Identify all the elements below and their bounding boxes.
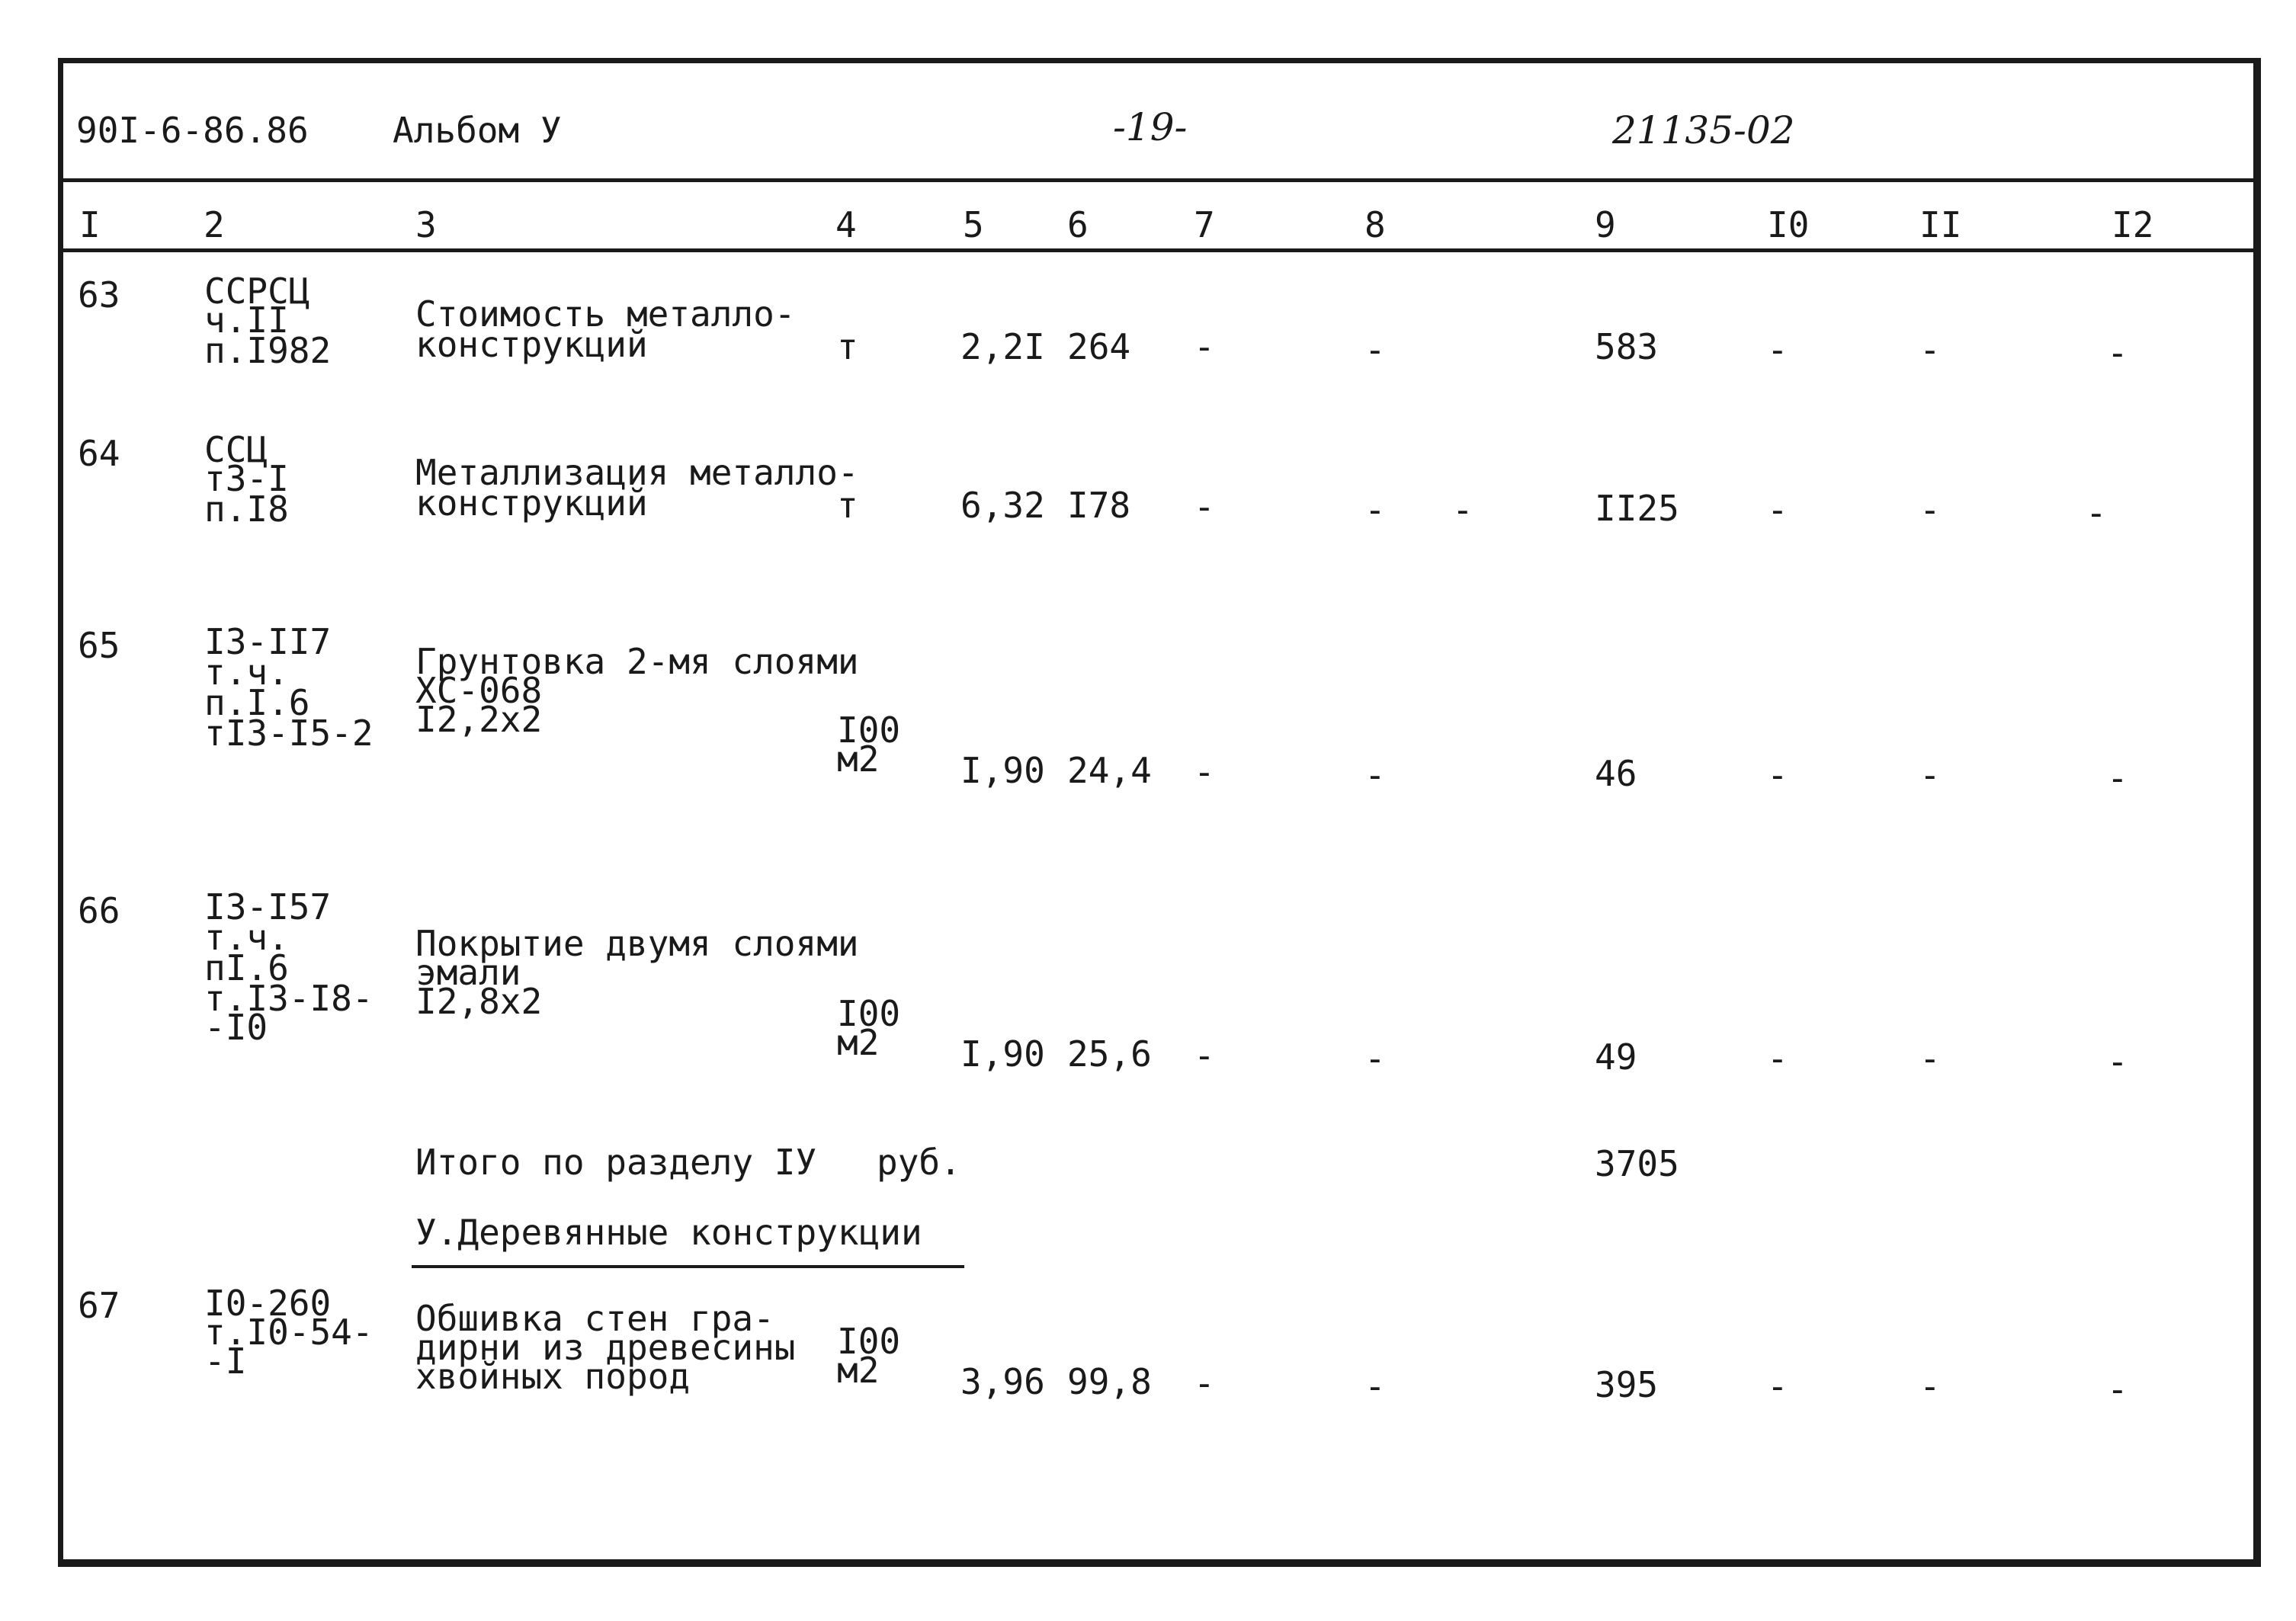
row-description: Металлизация металло- конструкций: [415, 452, 859, 524]
col-header-9: 9: [1595, 204, 1616, 245]
row-reference: I0-260 т.I0-54- -I: [204, 1283, 374, 1382]
row-col12: -: [2086, 492, 2107, 533]
row-number: 64: [78, 433, 120, 474]
row-reference: ССЦ т3-I п.I8: [204, 429, 289, 530]
row-description: Обшивка стен гра- дирни из древесины хвойных пород: [415, 1298, 796, 1397]
row-col8: -: [1364, 1366, 1386, 1407]
row-col6: I78: [1067, 485, 1131, 526]
row-col11: -: [1919, 754, 1941, 796]
row-col7: -: [1194, 1035, 1215, 1076]
row-col9: II25: [1595, 488, 1679, 529]
row-col12: -: [2107, 758, 2128, 799]
section-title: У.Деревянные конструкции: [415, 1212, 922, 1253]
row-col5: I,90: [960, 1033, 1045, 1075]
doc-code: 90I-6-86.86: [76, 110, 309, 151]
col-header-7: 7: [1194, 204, 1215, 245]
col-header-4: 4: [835, 204, 857, 245]
row-unit: I00 м2: [837, 1321, 901, 1391]
row-col7: -: [1194, 486, 1215, 527]
row-number: 63: [78, 274, 120, 316]
row-col8: -: [1364, 1038, 1386, 1079]
row-col8: -: [1364, 754, 1386, 796]
row-col5: 6,32: [960, 485, 1045, 526]
col-header-2: 2: [204, 204, 225, 245]
row-col5: 3,96: [960, 1361, 1045, 1402]
row-reference: I3-I57 т.ч. пI.6 т.I3-I8- -I0: [204, 886, 374, 1048]
row-unit: I00 м2: [837, 993, 901, 1063]
row-col9: 46: [1595, 753, 1637, 794]
col-header-11: II: [1919, 204, 1962, 245]
row-unit: т: [837, 326, 858, 367]
row-col5: 2,2I: [960, 326, 1045, 367]
row-description: Грунтовка 2-мя слоями ХС-068 I2,2х2: [415, 641, 859, 740]
col-header-5: 5: [963, 204, 984, 245]
row-col8: -: [1364, 329, 1386, 370]
column-rule: [63, 248, 2255, 252]
row-reference: I3-II7 т.ч. п.I.6 тI3-I5-2: [204, 621, 374, 754]
row-col9: 583: [1595, 326, 1659, 367]
row-col10: -: [1767, 1038, 1788, 1079]
row-col11: -: [1919, 329, 1941, 370]
row-number: 65: [78, 625, 120, 666]
col-header-12: I2: [2112, 204, 2154, 245]
row-col12: -: [2107, 1369, 2128, 1410]
row-number: 67: [78, 1285, 120, 1326]
row-col6: 99,8: [1067, 1361, 1152, 1402]
row-reference: ССРСЦ ч.II п.I982: [204, 271, 332, 371]
row-number: 66: [78, 890, 120, 931]
row-description: Покрытие двумя слоями эмали I2,8х2: [415, 923, 859, 1022]
page-number: -19-: [1113, 105, 1188, 149]
row-unit: т: [837, 485, 858, 526]
row-col9: 395: [1595, 1364, 1659, 1405]
section-underline: [412, 1265, 964, 1268]
row-col10: -: [1767, 1366, 1788, 1407]
row-col12: -: [2107, 1041, 2128, 1082]
row-col11: -: [1919, 1366, 1941, 1407]
row-col7: -: [1194, 1363, 1215, 1404]
row-col7: -: [1194, 751, 1215, 793]
row-col12: -: [2107, 332, 2128, 373]
row-col6: 25,6: [1067, 1033, 1152, 1075]
row-col6: 264: [1067, 326, 1131, 367]
row-col7: -: [1194, 326, 1215, 367]
row-col5: I,90: [960, 750, 1045, 791]
row-col8: -: [1364, 489, 1386, 530]
col-header-3: 3: [415, 204, 437, 245]
row-col9: 49: [1595, 1036, 1637, 1078]
row-description: Стоимость металло- конструкций: [415, 293, 796, 365]
row-unit: I00 м2: [837, 710, 901, 780]
row-col6: 24,4: [1067, 750, 1152, 791]
row-col10: -: [1767, 489, 1788, 530]
subtotal-unit: руб.: [877, 1142, 961, 1183]
album-label: Альбом У: [393, 110, 562, 151]
subtotal-value: 3705: [1595, 1143, 1679, 1184]
row-col10: -: [1767, 754, 1788, 796]
col-header-6: 6: [1067, 204, 1089, 245]
row-col8b: -: [1452, 489, 1473, 530]
doc-number: 21135-02: [1612, 108, 1795, 152]
row-col11: -: [1919, 489, 1941, 530]
subtotal-label: Итого по разделу IУ: [415, 1142, 817, 1183]
header-rule: [63, 178, 2255, 182]
col-header-10: I0: [1767, 204, 1810, 245]
row-col11: -: [1919, 1038, 1941, 1079]
col-header-1: I: [79, 204, 101, 245]
page-frame: [58, 58, 2261, 1567]
col-header-8: 8: [1364, 204, 1386, 245]
row-col10: -: [1767, 329, 1788, 370]
